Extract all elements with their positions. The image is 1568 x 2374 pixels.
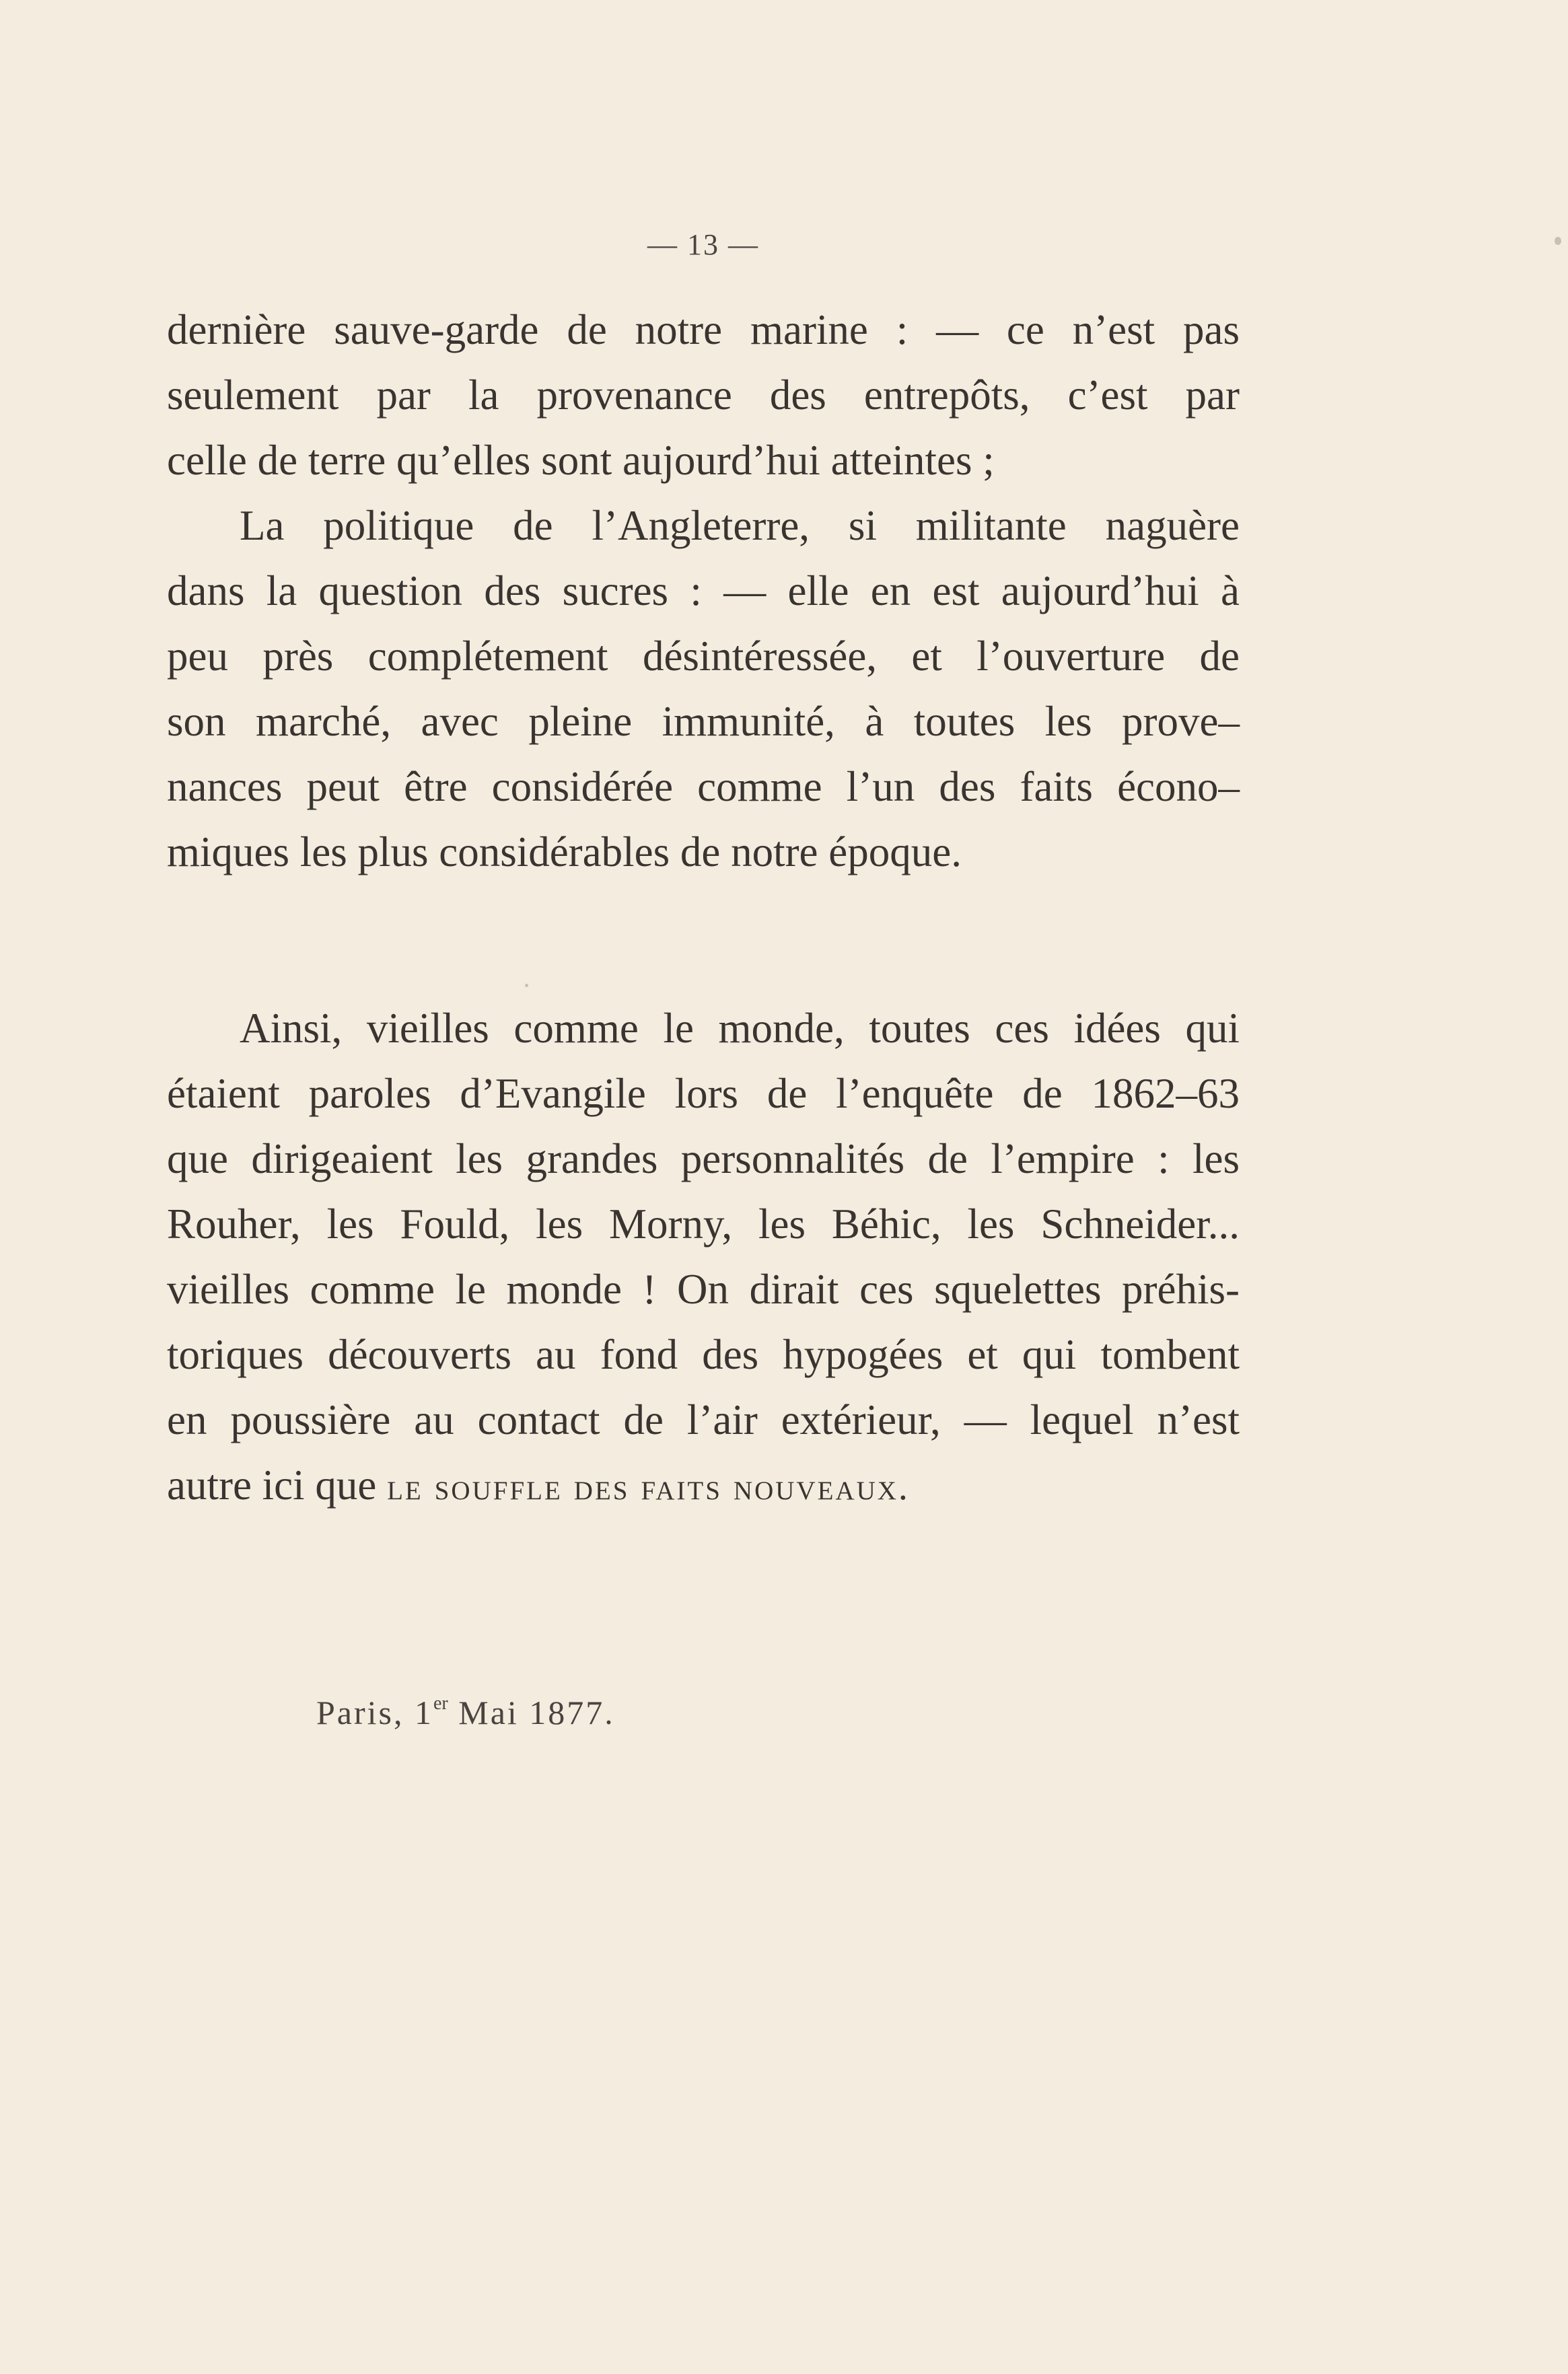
text-line: dans la question des sucres : — elle en est aujourd’hui à (167, 567, 1240, 614)
text-line: peu près complétement désintéressée, et l’ouverture de (167, 633, 1240, 680)
text-block-top (167, 297, 1240, 885)
text-line: celle de terre qu’elles sont aujourd’hui atteintes ; (167, 437, 995, 484)
smallcaps-phrase: le souffle des faits nouveaux. (387, 1466, 910, 1508)
dateline-month-year: Mai 1877. (458, 1694, 615, 1731)
text-line: étaient paroles d’Evangile lors de l’enquête de 1862–63 (167, 1070, 1240, 1117)
text-line: miques les plus considérables de notre époque. (167, 828, 962, 875)
text-line: Ainsi, vieilles comme le monde, toutes ces idées qui (240, 1005, 1240, 1052)
text-line: vieilles comme le monde ! On dirait ces squelettes préhis- (167, 1266, 1240, 1313)
dateline-day-suffix: er (433, 1693, 448, 1714)
dateline (316, 1693, 615, 1732)
text-line: nances peut être considérée comme l’un des faits écono– (167, 763, 1240, 810)
text-line: toriques découverts au fond des hypogées et qui tombent (167, 1331, 1240, 1378)
text-line: seulement par la provenance des entrepôts, c’est par (167, 371, 1240, 419)
text-line: dernière sauve-garde de notre marine : — ce n’est pas (167, 306, 1240, 353)
text-block-bottom (167, 996, 1240, 1520)
text-line: Rouher, les Fould, les Morny, les Béhic, les Schneider... (167, 1200, 1240, 1248)
text-line: que dirigeaient les grandes personnalités de l’empire : les (167, 1135, 1240, 1182)
text-line: La politique de l’Angleterre, si militante naguère (240, 502, 1240, 549)
dateline-city: Paris, (316, 1694, 404, 1731)
page-number: — 13 — (647, 228, 759, 261)
dateline-day: 1 (415, 1694, 433, 1731)
text-line: en poussière au contact de l’air extérieur, — lequel n’est (167, 1396, 1240, 1443)
text-line-prefix: autre ici que (167, 1462, 388, 1509)
text-line: son marché, avec pleine immunité, à toutes les prove– (167, 698, 1240, 745)
text-line-final (167, 1453, 1240, 1520)
paper-speck (1555, 237, 1561, 245)
paper-speck (525, 984, 528, 987)
